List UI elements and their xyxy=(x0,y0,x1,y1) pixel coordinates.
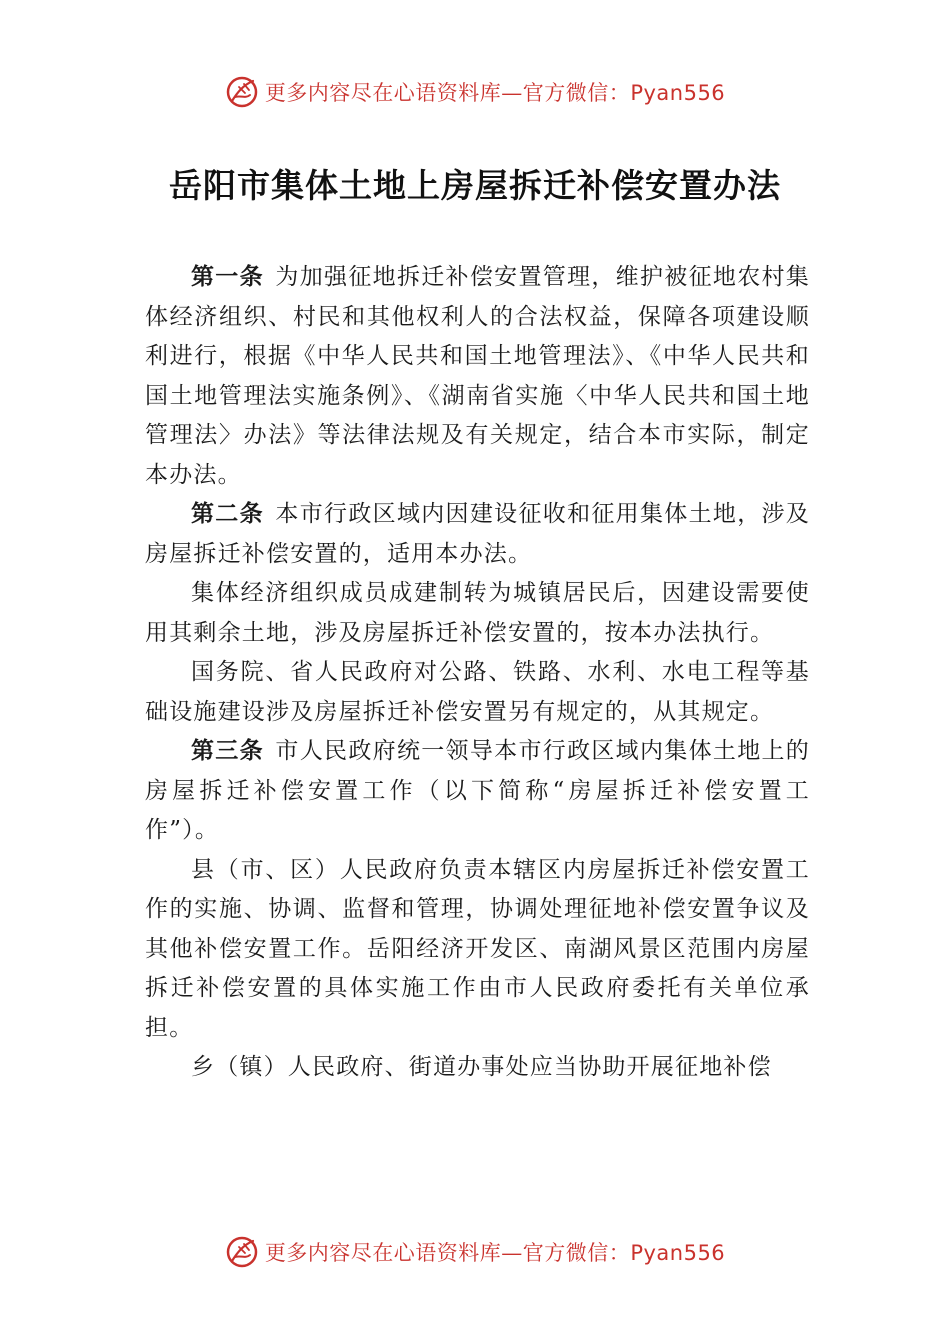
paragraph xyxy=(145,732,810,851)
top-banner xyxy=(0,72,950,112)
banner-text: 更多内容尽在心语资料库—官方微信：Pyan556 xyxy=(264,1241,726,1265)
article-number: 第二条 xyxy=(191,501,264,527)
article-number: 第三条 xyxy=(191,738,264,764)
seal-logo-icon xyxy=(225,1235,259,1269)
paragraph-text: 县（市、区）人民政府负责本辖区内房屋拆迁补偿安置工作的实施、协调、监督和管理，协调处理征地补偿安置争议及其他补偿安置工作。岳阳经济开发区、南湖风景区范围内房屋拆迁补偿安置的具体实施工作由市人民政府委托有关单位承担。 xyxy=(145,856,810,1041)
document-body xyxy=(145,258,810,1088)
paragraph xyxy=(145,574,810,653)
paragraph xyxy=(145,1048,810,1088)
banner-wechat-id: Pyan556 xyxy=(630,1241,726,1265)
article-number: 第一条 xyxy=(191,264,264,290)
paragraph xyxy=(145,495,810,574)
document-title: 岳阳市集体土地上房屋拆迁补偿安置办法 xyxy=(169,166,781,205)
paragraph xyxy=(145,653,810,732)
paragraph-text: 集体经济组织成员成建制转为城镇居民后，因建设需要使用其剩余土地，涉及房屋拆迁补偿安置的，按本办法执行。 xyxy=(145,580,810,646)
paragraph-text: 市人民政府统一领导本市行政区域内集体土地上的房屋拆迁补偿安置工作（以下简称“房屋拆迁补偿安置工作”）。 xyxy=(145,738,810,843)
paragraph-text: 为加强征地拆迁补偿安置管理，维护被征地农村集体经济组织、村民和其他权利人的合法权益，保障各项建设顺利进行，根据《中华人民共和国土地管理法》、《中华人民共和国土地管理法实施条例》、《湖南省实施〈中华人民共和国土地管理法〉办法》等法律法规及有关规定，结合本市实际，制定本办法。 xyxy=(145,264,810,488)
banner-wechat-id: Pyan556 xyxy=(630,81,726,105)
paragraph xyxy=(145,258,810,495)
paragraph-text: 本市行政区域内因建设征收和征用集体土地，涉及房屋拆迁补偿安置的，适用本办法。 xyxy=(145,501,810,567)
paragraph-text: 国务院、省人民政府对公路、铁路、水利、水电工程等基础设施建设涉及房屋拆迁补偿安置另有规定的，从其规定。 xyxy=(145,659,810,725)
seal-logo-icon xyxy=(225,75,259,109)
paragraph xyxy=(145,851,810,1049)
bottom-banner xyxy=(0,1232,950,1272)
banner-text: 更多内容尽在心语资料库—官方微信：Pyan556 xyxy=(264,81,726,105)
paragraph-text: 乡（镇）人民政府、街道办事处应当协助开展征地补偿 xyxy=(191,1054,772,1080)
